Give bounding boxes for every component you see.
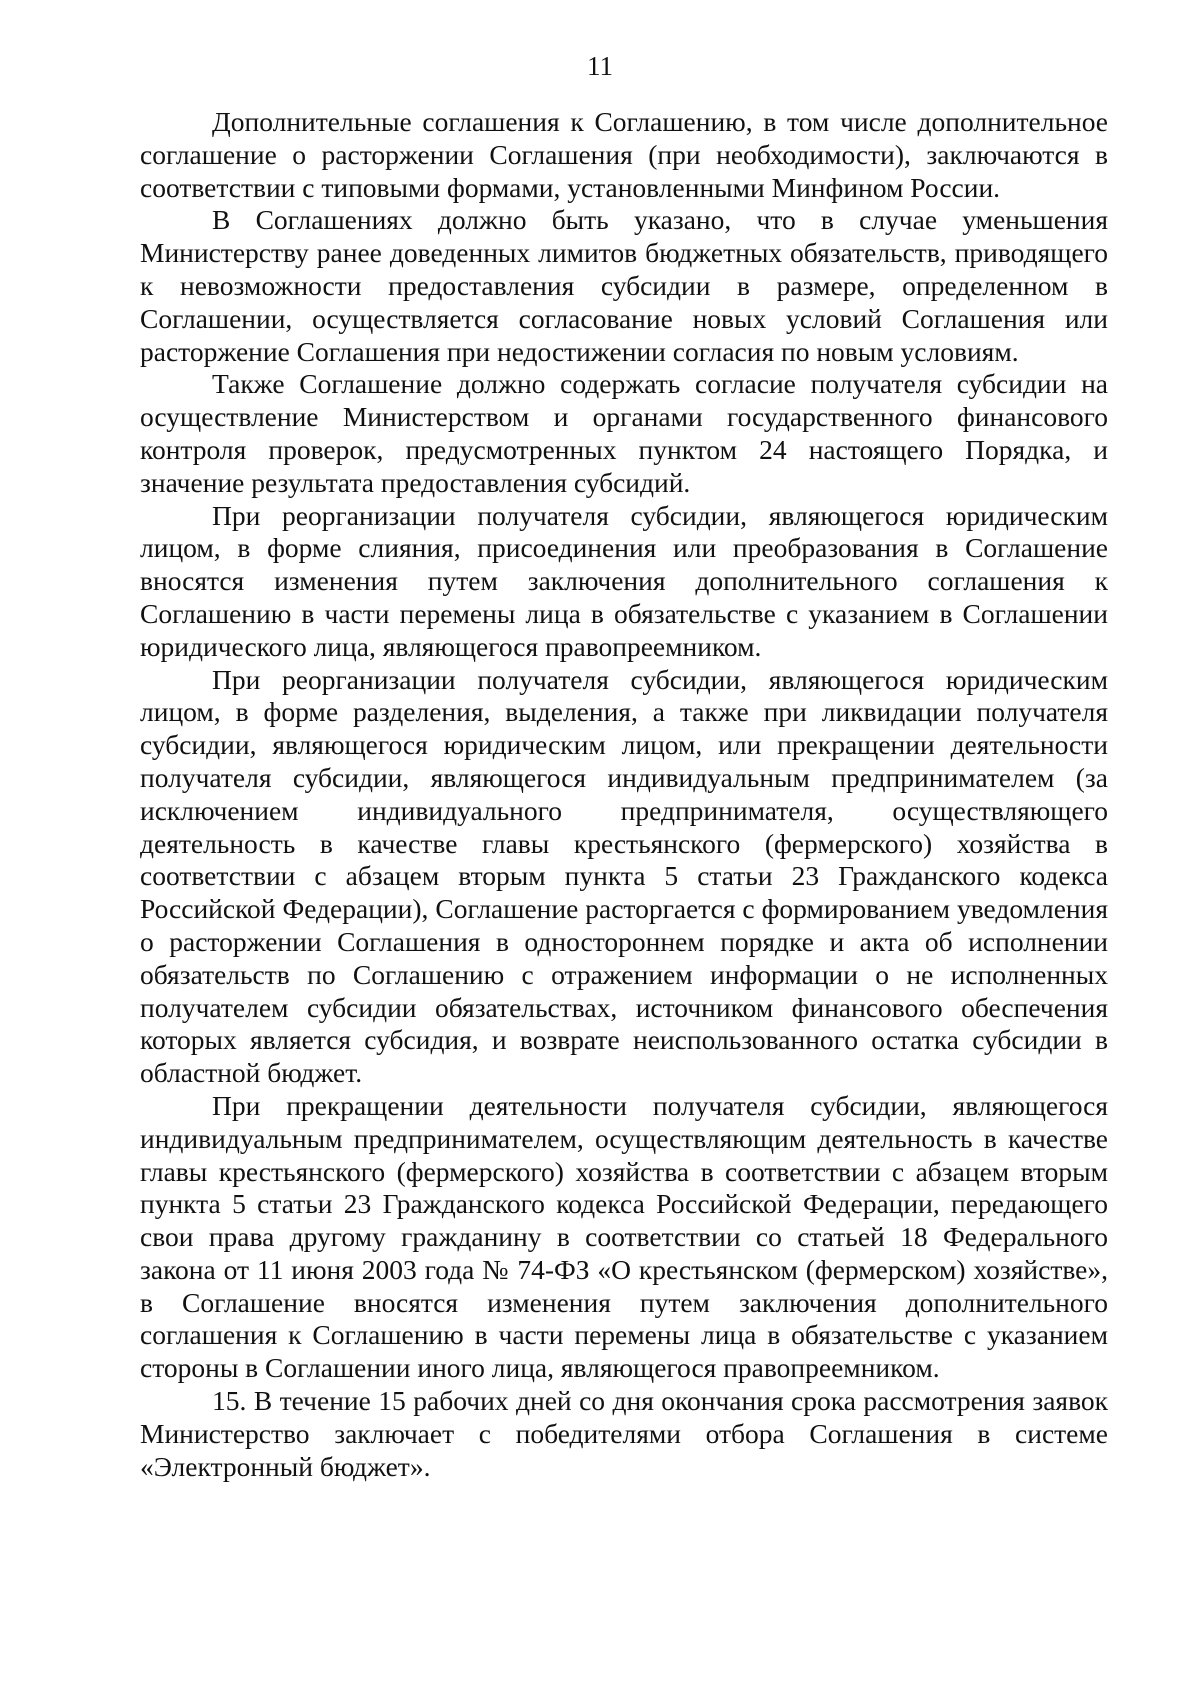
document-body: [140, 106, 1108, 1483]
paragraph-item-15: 15. В течение 15 рабочих дней со дня окончания срока рассмотрения заявок Министерство заключает с победителями отбора Соглашения в системе «Электронный бюджет».: [140, 1385, 1108, 1482]
paragraph-reorganization-division: При реорганизации получателя субсидии, являющегося юридическим лицом, в форме разделения, выделения, а также при ликвидации получателя субсидии, являющегося юридическим лицом, или прекращении деятельности получателя субсидии, являющегося индивидуальным предпринимателем (за исключением индивидуального предпринимателя, осуществляющего деятельность в качестве главы крестьянского (фермерского) хозяйства в соответствии с абзацем вторым пункта 5 статьи 23 Гражданского кодекса Российской Федерации), Соглашение расторгается с формированием уведомления о расторжении Соглашения в одностороннем порядке и акта об исполнении обязательств по Соглашению с отражением информации о не исполненных получателем субсидии обязательствах, источником финансового обеспечения которых является субсидия, и возврате неиспользованного остатка субсидии в областной бюджет.: [140, 663, 1108, 1089]
page-number: 11: [587, 51, 613, 81]
paragraph-limits-reduction: В Соглашениях должно быть указано, что в случае уменьшения Министерству ранее доведенных лимитов бюджетных обязательств, приводящего к невозможности предоставления субсидии в размере, определенном в Соглашении, осуществляется согласование новых условий Соглашения или расторжение Соглашения при недостижении согласия по новым условиям.: [140, 204, 1108, 367]
paragraph-farm-head-termination: При прекращении деятельности получателя субсидии, являющегося индивидуальным предпринимателем, осуществляющим деятельность в качестве главы крестьянского (фермерского) хозяйства в соответствии с абзацем вторым пункта 5 статьи 23 Гражданского кодекса Российской Федерации, передающего свои права другому гражданину в соответствии со статьей 18 Федерального закона от 11 июня 2003 года № 74-ФЗ «О крестьянском (фермерском) хозяйстве», в Соглашение вносятся изменения путем заключения дополнительного соглашения к Соглашению в части перемены лица в обязательстве с указанием стороны в Соглашении иного лица, являющегося правопреемником.: [140, 1089, 1108, 1384]
paragraph-additional-agreements: Дополнительные соглашения к Соглашению, в том числе дополнительное соглашение о расторжении Соглашения (при необходимости), заключаются в соответствии с типовыми формами, установленными Минфином России.: [140, 106, 1108, 203]
paragraph-reorganization-merger: При реорганизации получателя субсидии, являющегося юридическим лицом, в форме слияния, присоединения или преобразования в Соглашение вносятся изменения путем заключения дополнительного соглашения к Соглашению в части перемены лица в обязательстве с указанием в Соглашении юридического лица, являющегося правопреемником.: [140, 499, 1108, 662]
paragraph-consent-to-inspections: Также Соглашение должно содержать согласие получателя субсидии на осуществление Министерством и органами государственного финансового контроля проверок, предусмотренных пунктом 24 настоящего Порядка, и значение результата предоставления субсидий.: [140, 368, 1108, 498]
